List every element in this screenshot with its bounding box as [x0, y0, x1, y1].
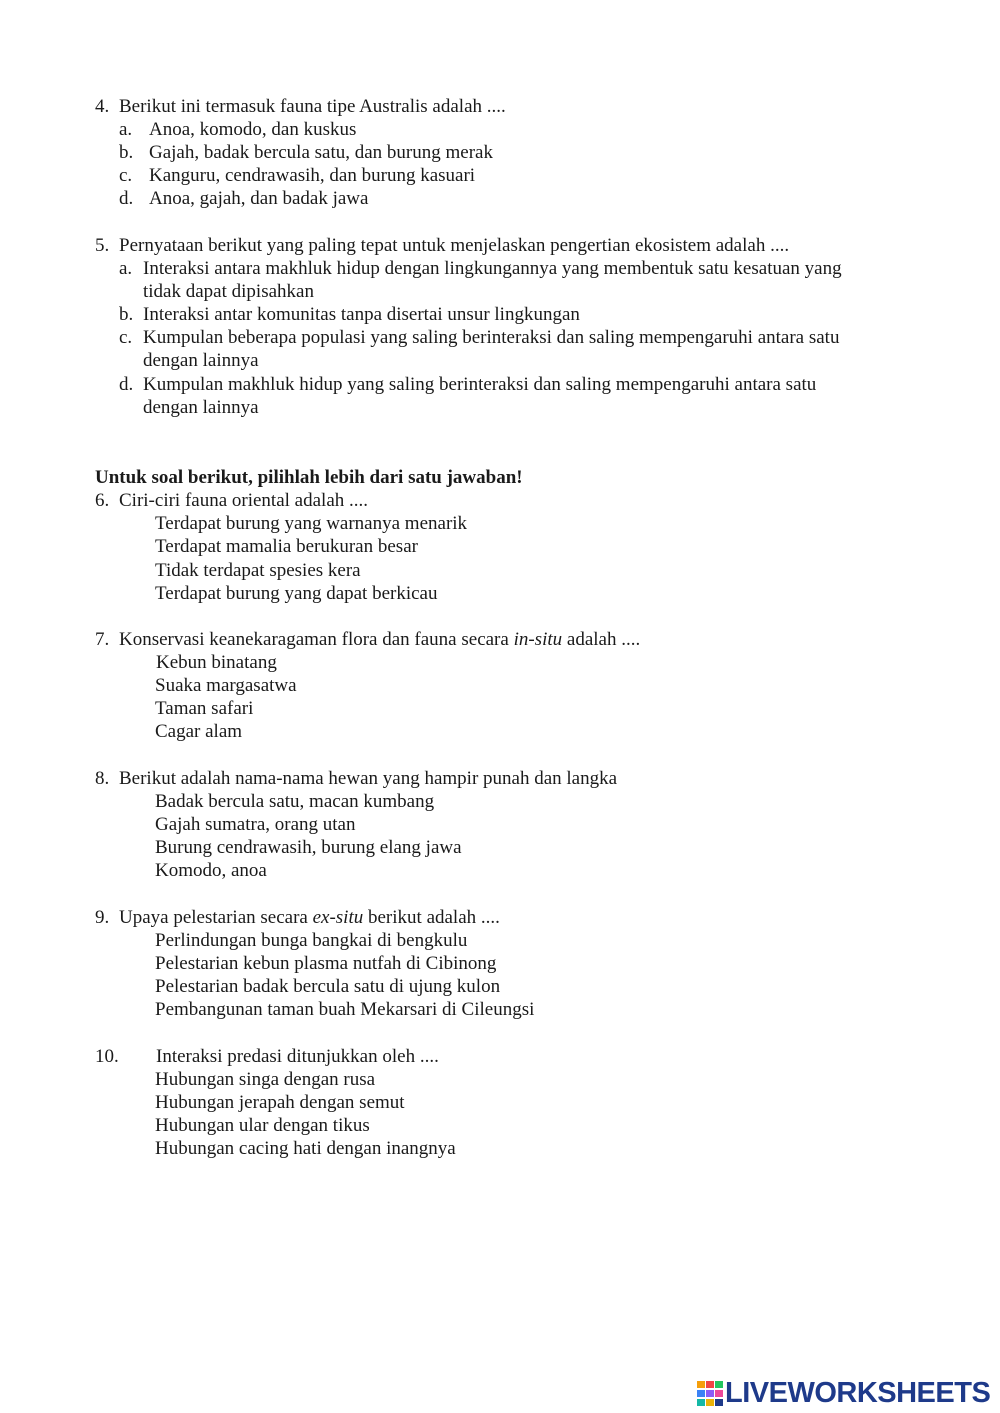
q6-option-1[interactable]: Terdapat burung yang warnanya menarik — [155, 513, 468, 534]
q10-option-4[interactable]: Hubungan cacing hati dengan inangnya — [155, 1138, 456, 1159]
option-text: Kanguru, cendrawasih, dan burung kasuari — [149, 165, 476, 186]
q7-option-1[interactable]: Kebun binatang — [156, 652, 277, 673]
question-9 — [95, 906, 500, 929]
q4-option-d — [119, 187, 369, 210]
question-number: 8. — [95, 768, 110, 789]
q8-option-4[interactable]: Komodo, anoa — [155, 860, 267, 881]
q8-option-1[interactable]: Badak bercula satu, macan kumbang — [155, 791, 435, 812]
q6-option-3[interactable]: Tidak terdapat spesies kera — [155, 560, 361, 581]
q7-option-2[interactable]: Suaka margasatwa — [155, 675, 297, 696]
option-text: Kumpulan beberapa populasi yang saling berinteraksi dan saling mempengaruhi antara satu — [143, 327, 840, 348]
question-number: 9. — [95, 907, 110, 928]
logo-square — [697, 1381, 705, 1388]
option-letter: a. — [119, 119, 133, 140]
question-text: Ciri-ciri fauna oriental adalah .... — [119, 490, 369, 511]
q5-option-d-cont: dengan lainnya — [143, 397, 259, 418]
q10-option-1[interactable]: Hubungan singa dengan rusa — [155, 1069, 376, 1090]
option-letter: c. — [119, 327, 133, 348]
q6-option-4[interactable]: Terdapat burung yang dapat berkicau — [155, 583, 438, 604]
question-text: Interaksi predasi ditunjukkan oleh .... — [156, 1046, 439, 1067]
q5-option-b — [119, 303, 580, 326]
question-text — [119, 629, 640, 650]
question-8 — [95, 767, 617, 790]
q5-option-a-cont: tidak dapat dipisahkan — [143, 281, 314, 302]
question-6 — [95, 489, 368, 512]
logo-icon — [697, 1381, 723, 1405]
question-text: Pernyataan berikut yang paling tepat untuk menjelaskan pengertian ekosistem adalah .... — [119, 235, 790, 256]
q8-option-3[interactable]: Burung cendrawasih, burung elang jawa — [155, 837, 462, 858]
option-text: Kumpulan makhluk hidup yang saling berinteraksi dan saling mempengaruhi antara satu — [143, 374, 817, 395]
question-number: 7. — [95, 629, 110, 650]
q4-option-a — [119, 118, 357, 141]
question-text-part: adalah .... — [562, 629, 641, 650]
option-text: Interaksi antar komunitas tanpa disertai unsur lingkungan — [143, 304, 580, 325]
question-text-italic: ex-situ — [312, 907, 364, 928]
question-number: 4. — [95, 96, 110, 117]
q5-option-d — [119, 373, 817, 396]
q4-option-b — [119, 141, 493, 164]
question-number: 10. — [95, 1046, 119, 1067]
question-text-part: Upaya pelestarian secara — [119, 907, 313, 928]
q6-option-2[interactable]: Terdapat mamalia berukuran besar — [155, 536, 418, 557]
option-text: Anoa, komodo, dan kuskus — [149, 119, 357, 140]
instruction-heading: Untuk soal berikut, pilihlah lebih dari satu jawaban! — [95, 467, 523, 488]
option-letter: b. — [119, 142, 134, 163]
question-text: Berikut adalah nama-nama hewan yang hampir punah dan langka — [119, 768, 618, 789]
question-text-italic: in-situ — [513, 629, 563, 650]
logo-square — [697, 1390, 705, 1397]
question-10 — [95, 1045, 439, 1068]
q5-option-c — [119, 326, 840, 349]
option-letter: b. — [119, 304, 134, 325]
q4-option-c — [119, 164, 476, 187]
q9-option-4[interactable]: Pembangunan taman buah Mekarsari di Cileungsi — [155, 999, 535, 1020]
q9-option-3[interactable]: Pelestarian badak bercula satu di ujung kulon — [155, 976, 501, 997]
logo-text: LIVEWORKSHEETS — [725, 1376, 991, 1409]
option-letter: c. — [119, 165, 133, 186]
q5-option-c-cont: dengan lainnya — [143, 350, 259, 371]
logo-square — [715, 1381, 723, 1388]
logo-square — [706, 1399, 714, 1406]
q10-option-2[interactable]: Hubungan jerapah dengan semut — [155, 1092, 405, 1113]
question-text-part: berikut adalah .... — [363, 907, 500, 928]
q10-option-3[interactable]: Hubungan ular dengan tikus — [155, 1115, 370, 1136]
question-4 — [95, 95, 506, 118]
option-letter: a. — [119, 258, 133, 279]
option-text: Gajah, badak bercula satu, dan burung merak — [149, 142, 493, 163]
q7-option-3[interactable]: Taman safari — [155, 698, 254, 719]
question-7 — [95, 628, 640, 651]
q9-option-2[interactable]: Pelestarian kebun plasma nutfah di Cibinong — [155, 953, 497, 974]
logo-square — [706, 1390, 714, 1397]
question-number: 6. — [95, 490, 110, 511]
option-text: Interaksi antara makhluk hidup dengan lingkungannya yang membentuk satu kesatuan yang — [143, 258, 842, 279]
option-letter: d. — [119, 374, 134, 395]
question-text-part: Konservasi keanekaragaman flora dan fauna secara — [119, 629, 514, 650]
question-text — [119, 907, 500, 928]
logo-square — [715, 1399, 723, 1406]
q5-option-a — [119, 257, 842, 280]
q9-option-1[interactable]: Perlindungan bunga bangkai di bengkulu — [155, 930, 468, 951]
option-letter: d. — [119, 188, 134, 209]
question-number: 5. — [95, 235, 110, 256]
q7-option-4[interactable]: Cagar alam — [155, 721, 243, 742]
q8-option-2[interactable]: Gajah sumatra, orang utan — [155, 814, 356, 835]
logo-square — [706, 1381, 714, 1388]
logo-square — [715, 1390, 723, 1397]
question-5 — [95, 234, 789, 257]
option-text: Anoa, gajah, dan badak jawa — [149, 188, 369, 209]
question-text: Berikut ini termasuk fauna tipe Australis adalah .... — [119, 96, 506, 117]
logo-square — [697, 1399, 705, 1406]
liveworksheets-logo — [697, 1378, 990, 1408]
